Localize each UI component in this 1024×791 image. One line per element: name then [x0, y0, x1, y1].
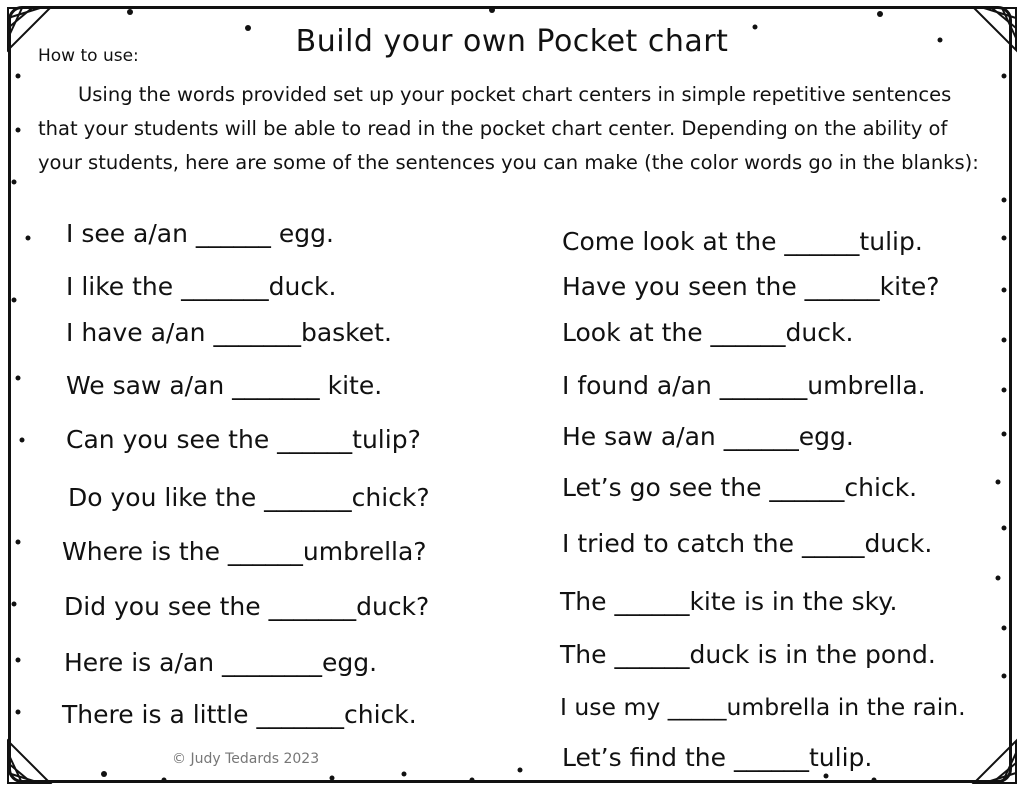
instructions-paragraph: Using the words provided set up your pocket chart centers in simple repetitive sentences that your students will be able to read in the pocket chart center. Depending on the ability of your students, here are some of the sentences you can make (the color words go in the blanks): [38, 83, 979, 174]
right-sentence-8: The ______kite is in the sky. [560, 587, 898, 616]
right-sentence-11: Let’s find the ______tulip. [562, 743, 873, 772]
left-sentence-4: We saw a/an _______ kite. [66, 371, 383, 400]
left-sentence-5: Can you see the ______tulip? [66, 425, 421, 454]
left-sentence-8: Did you see the _______duck? [64, 592, 430, 621]
left-sentence-1: I see a/an ______ egg. [66, 219, 334, 248]
right-sentence-2: Have you seen the ______kite? [562, 272, 940, 301]
copyright-notice: © Judy Tedards 2023 [172, 751, 320, 767]
right-sentence-6: Let’s go see the ______chick. [562, 473, 918, 502]
left-sentence-6: Do you like the _______chick? [68, 483, 430, 512]
left-sentence-10: There is a little _______chick. [62, 700, 417, 729]
left-sentence-9: Here is a/an ________egg. [64, 648, 378, 677]
right-sentence-10: I use my _____umbrella in the rain. [560, 693, 966, 721]
right-sentence-3: Look at the ______duck. [562, 318, 854, 347]
page-title: Build your own Pocket chart [295, 24, 729, 59]
right-sentence-9: The ______duck is in the pond. [560, 640, 936, 669]
left-sentence-7: Where is the ______umbrella? [62, 537, 427, 566]
left-sentence-2: I like the _______duck. [66, 272, 337, 301]
left-sentence-3: I have a/an _______basket. [66, 318, 392, 347]
how-to-use-label: How to use: [38, 46, 139, 66]
right-sentence-4: I found a/an _______umbrella. [562, 371, 926, 400]
right-sentence-5: He saw a/an ______egg. [562, 422, 854, 451]
right-sentence-7: I tried to catch the _____duck. [562, 529, 933, 558]
right-sentence-1: Come look at the ______tulip. [562, 227, 923, 256]
